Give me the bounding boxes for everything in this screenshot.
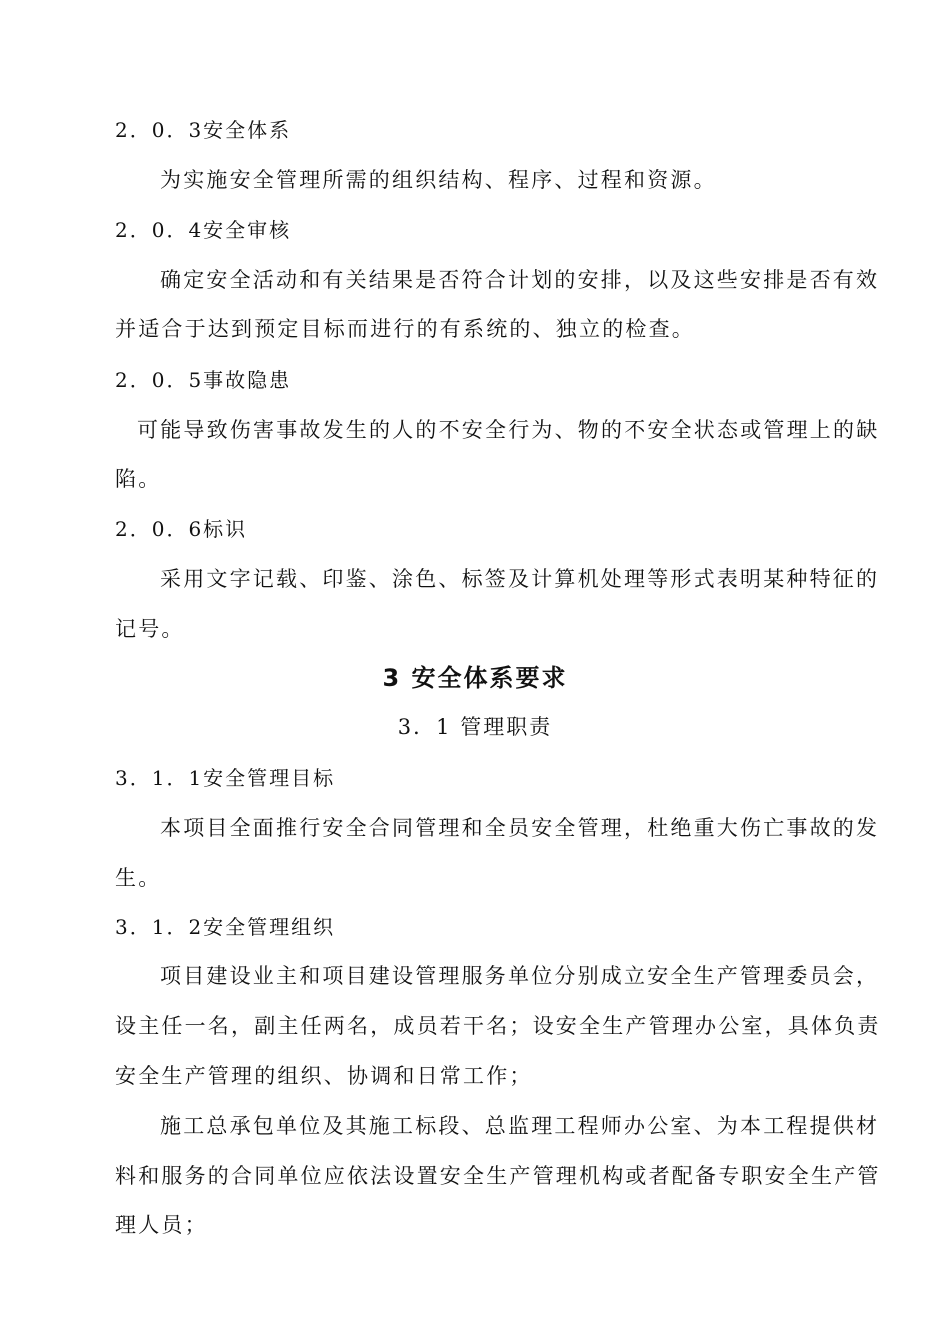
paragraph-3-1-2-line-6: 理人员； [115,1213,208,1237]
paragraph-3-1-2-line-2: 设主任一名，副主任两名，成员若干名；设安全生产管理办公室，具体负责 [115,1014,881,1038]
paragraph-3-1-1-line-1: 本项目全面推行安全合同管理和全员安全管理，杜绝重大伤亡事故的发 [160,816,880,840]
section-heading-3-1-2: 3．1．2安全管理组织 [115,915,336,939]
paragraph-2-0-5-line-2: 陷。 [115,467,162,491]
paragraph-3-1-1-line-2: 生。 [115,866,162,890]
paragraph-2-0-6-line-1: 采用文字记载、印鉴、涂色、标签及计算机处理等形式表明某种特征的 [160,567,880,591]
paragraph-3-1-2-line-4: 施工总承包单位及其施工标段、总监理工程师办公室、为本工程提供材 [160,1114,880,1138]
paragraph-2-0-6-line-2: 记号。 [115,617,185,641]
paragraph-2-0-4-line-1: 确定安全活动和有关结果是否符合计划的安排，以及这些安排是否有效 [160,268,880,292]
section-heading-2-0-5: 2．0．5事故隐患 [115,368,292,392]
paragraph-2-0-4-line-2: 并适合于达到预定目标而进行的有系统的、独立的检查。 [115,317,695,341]
paragraph-3-1-2-line-3: 安全生产管理的组织、协调和日常工作； [115,1064,533,1088]
section-title-3-1: 3．1 管理职责 [397,715,553,739]
section-heading-2-0-6: 2．0．6标识 [115,517,248,541]
section-heading-2-0-3: 2．0．3安全体系 [115,118,292,142]
paragraph-3-1-2-line-1: 项目建设业主和项目建设管理服务单位分别成立安全生产管理委员会， [160,964,880,988]
section-heading-2-0-4: 2．0．4安全审核 [115,218,292,242]
section-heading-3-1-1: 3．1．1安全管理目标 [115,766,336,790]
chapter-title-3: 3 安全体系要求 [382,664,568,692]
paragraph-2-0-3: 为实施安全管理所需的组织结构、程序、过程和资源。 [160,168,717,192]
paragraph-3-1-2-line-5: 料和服务的合同单位应依法设置安全生产管理机构或者配备专职安全生产管 [115,1164,881,1188]
paragraph-2-0-5-line-1: 可能导致伤害事故发生的人的不安全行为、物的不安全状态或管理上的缺 [137,418,880,442]
